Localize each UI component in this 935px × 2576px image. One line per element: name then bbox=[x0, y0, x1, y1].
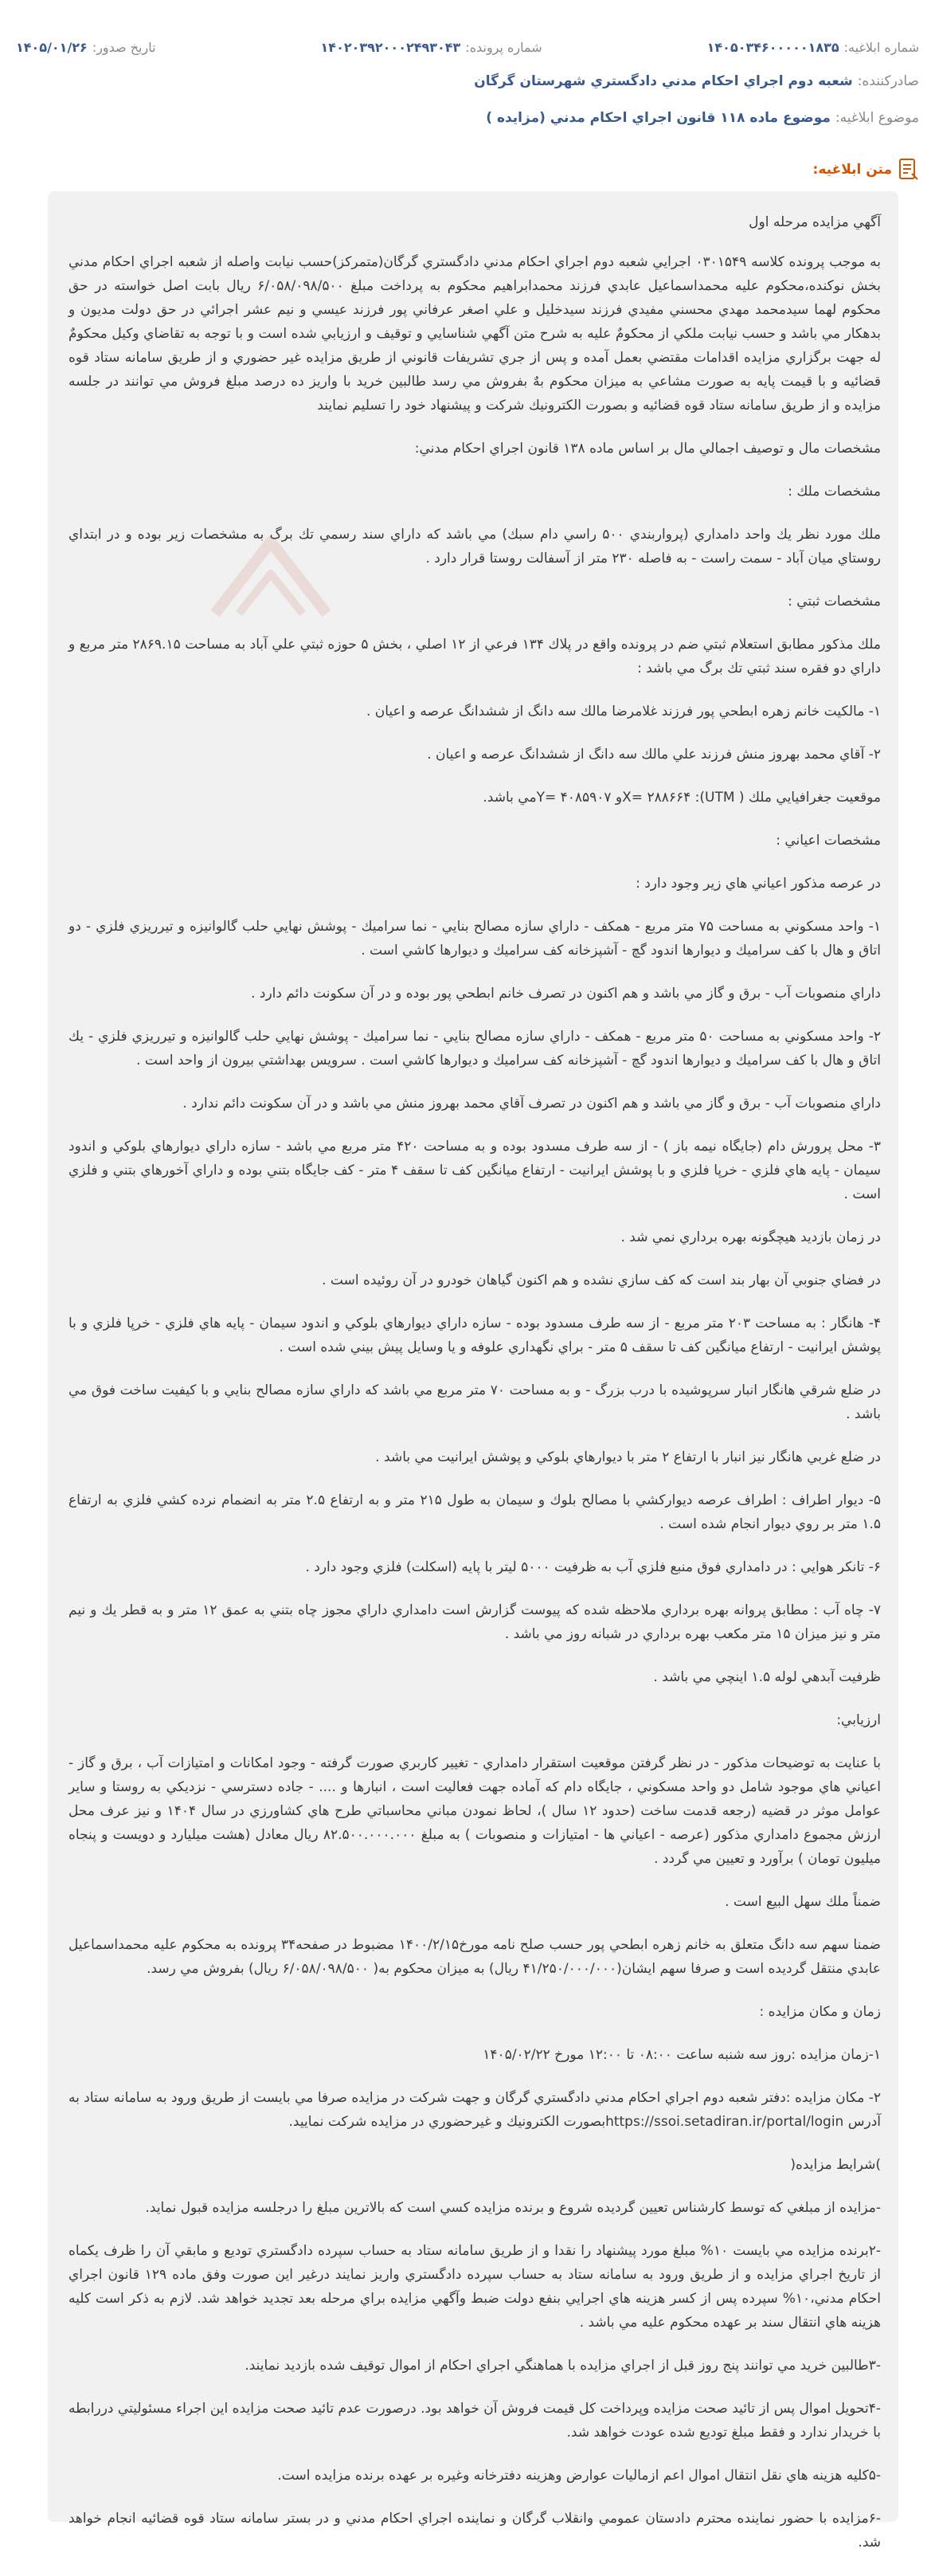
paragraph: ۷- چاه آب : مطابق پروانه بهره برداري ملاحظه شده كه پيوست گزارش است دامداري داراي مجوز چاه بتني به عمق ۱۲ متر و به قطر يك و نيم متر و نيز ميزان ۱۵ متر مكعب بهره برداري در شبانه روز مي باشد . bbox=[68, 1602, 881, 1642]
issuer bbox=[474, 73, 919, 89]
paragraph: در ضلع غربي هانگار نيز انبار با ارتفاع ۲ متر با ديوارهاي بلوكي و پوشش ايرانيت مي باشد . bbox=[375, 1449, 881, 1465]
paragraph: ارزيابي: bbox=[836, 1712, 881, 1728]
case-number-value: ۱۴۰۲۰۳۹۲۰۰۰۲۴۹۳۰۴۳ bbox=[320, 40, 461, 55]
paragraph: -۵كليه هزينه هاي نقل انتقال اموال اعم ازماليات عوارض وهزينه دفترخانه وغيره بر عهده برنده مزايده است. bbox=[277, 2468, 881, 2484]
issuer-value: شعبه دوم اجراي احكام مدني دادگستري شهرستان گرگان bbox=[474, 73, 853, 89]
paragraph: در زمان بازديد هيچگونه بهره برداري نمي شد . bbox=[620, 1229, 881, 1245]
paragraph: زمان و مكان مزايده : bbox=[759, 2004, 881, 2020]
issue-date bbox=[16, 40, 156, 55]
paragraph: مشخصات اعياني : bbox=[776, 833, 881, 849]
paragraph: ضمنا سهم سه دانگ متعلق به خانم زهره ابطحي پور حسب صلح نامه مورخ۱۴۰۰/۲/۱۵ مضبوط در صفحه۳۴ پرونده به محكوم عليه محمداسماعيل عابدي منتقل گرديده است و صرفا سهم ايشان(۴۱/۲۵۰/۰۰۰/۰۰۰ ريال) به ميزان محكوم به( ۶/۰۵۸/۰۹۸/۵۰۰ ريال) بفروش مي رسد. bbox=[68, 1937, 881, 1977]
paragraph: ملك مذكور مطابق استعلام ثبتي ضم در پرونده واقع در پلاك ۱۳۴ فرعي از ۱۲ اصلي ، بخش ۵ حوزه ثبتي علي آباد به مساحت ۲۸۶۹.۱۵ متر مربع و داراي دو فقره سند ثبتي تك برگ مي باشد : bbox=[68, 637, 881, 676]
paragraph-title: آگهي مزايده مرحله اول bbox=[749, 214, 881, 230]
notice-number-value: ۱۴۰۵۰۳۴۶۰۰۰۰۰۱۸۳۵ bbox=[706, 40, 839, 55]
paragraph: داراي منصوبات آب - برق و گاز مي باشد و هم اكنون در تصرف خانم ابطحي پور بوده و در آن سكونت دائم دارد . bbox=[251, 986, 881, 1002]
paragraph: در ضلع شرقي هانگار انبار سرپوشيده با درب بزرگ - و به مساحت ۷۰ متر مربع مي باشد كه داراي سازه مصالح بنايي و با كيفيت ساخت فوق مي باشد . bbox=[68, 1382, 881, 1422]
paragraph: -۶مزايده با حضور نماينده محترم دادستان عمومي وانقلاب گرگان و نماينده اجراي احكام مدني و در بستر سامانه ستاد قوه قضائيه انجام خواهد شد. bbox=[68, 2511, 881, 2551]
paragraph: -۲برنده مزايده مي بايست ۱۰% مبلغ مورد پيشنهاد را نقدا و از طريق سامانه ستاد به حساب سپرده دادگستري توديع و مابقي آن را ظرف يكماه از تاريخ اجراي مزايده و از طريق ورود به سامانه ستاد به حساب سپرده دادگستري واريز نمايند درغير اين صورت وفق ماده ۱۲۹ قانون اجراي احكام مدني،۱۰% سپرده پس از كسر هزينه هاي اجرايي بنفع دولت ضبط وآگهي مزايده براي مرحله بعد تجديد خواهد شد. لازم به ذكر است كليه هزينه هاي انتقال سند بر عهده محكوم عليه مي باشد . bbox=[68, 2243, 882, 2331]
issuer-label: صادرکننده: bbox=[857, 73, 919, 89]
issue-date-label: تاریخ صدور: bbox=[92, 40, 156, 55]
paragraph: مشخصات ملك : bbox=[788, 484, 881, 500]
subject bbox=[486, 110, 919, 126]
meta-row bbox=[16, 40, 919, 55]
notice-number bbox=[707, 40, 919, 55]
paragraph: )شرايط مزايده( bbox=[790, 2157, 881, 2173]
paragraph: ۳- محل پرورش دام (جايگاه نيمه باز ) - از سه طرف مسدود بوده و به مساحت ۴۲۰ متر مربع مي باشد - سازه داراي ديوارهاي بلوكي و اندود سيمان - پايه هاي فلزي - خرپا فلزي و با پوشش ايرانيت - ارتفاع ميانگين كف تا سقف ۴ متر - كف جايگاه بتني بوده و داراي آخورهاي بتني و فلزي است . bbox=[68, 1139, 882, 1202]
case-number bbox=[321, 40, 542, 55]
paragraph: ۴- هانگار : به مساحت ۲۰۳ متر مربع - از سه طرف مسدود بوده - سازه داراي ديوارهاي بلوكي و اندود سيمان - پايه هاي فلزي - خرپا فلزي و با پوشش ايرانيت - ارتفاع ميانگين كف تا سقف ۵ متر - براي نگهداري علوفه و يا وسايل پيش بيني شده است . bbox=[68, 1315, 881, 1355]
paragraph: ۵- ديوار اطراف : اطراف عرصه ديواركشي با مصالح بلوك و سيمان به طول ۲۱۵ متر و به ارتفاع ۲.۵ متر به انضمام نرده كشي فلزي به ارتفاع ۱.۵ متر بر روي ديوار انجام شده است . bbox=[68, 1492, 882, 1532]
notice-text-heading bbox=[813, 158, 919, 182]
paragraph: به موجب پرونده کلاسه ۰۳۰۱۵۴۹ اجرايي شعبه دوم اجراي احكام مدني دادگستري گرگان(متمركز)حسب نيابت واصله از شعبه اجراي احكام مدني بخش نوكنده،محكوم عليه محمداسماعيل عابدي فرزند محمدابراهيم محكوم به پرداخت مبلغ ۶/۰۵۸/۰۹۸/۵۰۰ ريال بابت اصل خواسته در حق محكوم لهما سيدمحمد مهدي محسني مفيدي فرزند سيدخليل و علي اصغر عرفاني پور فرزند عيسي و نيم عشر اجرائي در حق دولت مديون و بدهكار مي باشد و حسب نيابت ملكي از محكومٌ عليه به شرح متن آگهي شناسايي و توقيف و ارزيابي شده است و با توجه به تقاضاي وكيل محكومٌ له جهت برگزاري مزايده اقدامات مقتضي بعمل آمده و پس از جري تشريفات قانوني از طريق مزايده غير حضوري و از طريق سامانه ستاد قوه قضائيه و با قيمت پايه به صورت مشاعي به ميزان محكوم بهٌ بفروش مي رسد طالبين خريد با واريز ده درصد مبلغ فروش مي توانند در جلسه مزايده و از طريق سامانه ستاد قوه قضائيه و بصورت الكترونيك شركت و پيشنهاد خود را تسليم نمايند bbox=[68, 254, 882, 414]
paragraph: -مزايده از مبلغي كه توسط كارشناس تعيين گرديده شروع و برنده مزايده كسي است كه بالاترين مبلغ را درجلسه مزايده قبول نمايد. bbox=[145, 2200, 881, 2216]
notice-body bbox=[48, 191, 898, 2551]
paragraph: ۱-زمان مزايده :روز سه شنبه ساعت ۰۸:۰۰ تا ۱۲:۰۰ مورخ ۱۴۰۵/۰۲/۲۲ bbox=[483, 2047, 881, 2063]
notice-text-title: متن ابلاغیه: bbox=[812, 162, 892, 178]
paragraph: ضمناً ملك سهل البيع است . bbox=[725, 1894, 881, 1910]
issue-date-value: ۱۴۰۵/۰۱/۲۶ bbox=[16, 40, 88, 55]
paragraph: داراي منصوبات آب - برق و گاز مي باشد و هم اكنون در تصرف آقاي محمد بهروز منش مي باشد و در آن سكونت دائم ندارد . bbox=[182, 1096, 881, 1112]
paragraph: ۱- واحد مسكوني به مساحت ۷۵ متر مربع - همكف - داراي سازه مصالح بنايي - نما سراميك - پوشش نهايي حلب گالوانيزه و تيرريزي فلزي - دو اتاق و هال با كف سراميك و ديوارها اندود گچ - آشپزخانه كف سراميك و ديوارها كاشي است . bbox=[68, 919, 882, 959]
notice-header bbox=[0, 0, 935, 151]
paragraph: در فضاي جنوبي آن بهار بند است كه كف سازي نشده و هم اكنون گياهان خودرو در آن روئيده است . bbox=[322, 1272, 881, 1288]
document-icon bbox=[898, 158, 919, 182]
paragraph: موقعيت جغرافيايي ملك ( X= ۲۸۸۶۶۴ :(UTMو ۴۰۸۵۹۰۷ =Yمي باشد. bbox=[483, 790, 881, 806]
paragraph: -۳طالبين خريد مي توانند پنج روز قبل از اجراي مزايده با هماهنگي اجراي احكام از اموال توقيف شده بازديد نمايند. bbox=[245, 2358, 881, 2374]
subject-value: موضوع ماده ۱۱۸ قانون اجراي احكام مدني (مزايده ) bbox=[486, 110, 831, 126]
paragraph: مشخصات ثبتي : bbox=[788, 594, 881, 610]
paragraph: -۴تحويل اموال پس از تائيد صحت مزايده وپرداخت كل قيمت فروش آن خواهد بود. درصورت عدم تائيد صحت مزايده اين اجراء مسئوليتي دررابطه با خريدار ندارد و فقط مبلغ توديع شده عودت خواهد شد. bbox=[68, 2401, 881, 2441]
paragraph: ظرفيت آبدهي لوله ۱.۵ اينچي مي باشد . bbox=[653, 1669, 881, 1685]
paragraph: ۲- مكان مزايده :دفتر شعبه دوم اجراي احكام مدني دادگستري گرگان و جهت شركت در مزايده صرفا مي بايست از طريق ورود به سامانه ستاد به آدرس https://ssoi.setadiran.ir/portal/loginبصورت الكترونيك و غيرحضوري در مزايده شركت نماييد. bbox=[68, 2090, 881, 2130]
paragraph: ۶- تانكر هوايي : در دامداري فوق منبع فلزي آب به ظرفيت ۵۰۰۰ ليتر با پايه (اسكلت) فلزي وجود دارد . bbox=[305, 1559, 881, 1575]
paragraph: ۱- مالكيت خانم زهره ابطحي پور فرزند غلامرضا مالك سه دانگ از ششدانگ عرصه و اعيان . bbox=[366, 704, 881, 719]
paragraph: مشخصات مال و توصيف اجمالي مال بر اساس ماده ۱۳۸ قانون اجراي احكام مدني: bbox=[414, 441, 881, 457]
paragraph: ۲- واحد مسكوني به مساحت ۵۰ متر مربع - همكف - داراي سازه مصالح بنايي - نما سراميك - پوشش نهايي حلب گالوانيزه و تيرريزي فلزي - يك اتاق و هال با كف سراميك و ديوارها اندود گچ - آشپزخانه كف سراميك و ديوارها كاشي است . سرويس بهداشتي بيرون از واحد است . bbox=[68, 1029, 882, 1068]
paragraph: ۲- آقاي محمد بهروز منش فرزند علي مالك سه دانگ از ششدانگ عرصه و اعيان . bbox=[427, 747, 881, 763]
paragraph: ملك مورد نظر يك واحد دامداري (پرواربندي ۵۰۰ راسي دام سبك) مي باشد كه داراي سند رسمي تك برگ به مشخصات زير بوده و در ابتداي روستاي ميان آباد - سمت راست - به فاصله ۲۳۰ متر از آسفالت روستا قرار دارد . bbox=[68, 527, 881, 567]
paragraph: در عرصه مذكور اعياني هاي زير وجود دارد : bbox=[636, 876, 881, 892]
paragraph: با عنايت به توضيحات مذكور - در نظر گرفتن موقعيت استقرار دامداري - تغيير كاربري صورت گرفته - وجود امكانات و امتيازات آب ، برق و گاز - اعياني هاي موجود شامل دو واحد مسكوني ، جايگاه دام كه آماده جهت فعاليت است ، انبارها و .... - جاده دسترسي - نزديكي به روستا و ساير عوامل موثر در قضيه (رجعه قدمت ساخت (حدود ۱۲ سال )، لحاظ نمودن مباني محاسباتي طرح هاي كشاورزي در سال ۱۴۰۴ و نيز عرف محل ارزش مجموع دامداري مذكور (عرصه - اعياني ها - امتيازات و منصوبات ) به مبلغ ۸۲.۵۰۰.۰۰۰.۰۰۰ ريال معادل (هشت ميليارد و دويست و پنجاه ميليون تومان ) برآورد و تعيين مي گردد . bbox=[68, 1755, 881, 1867]
notice-number-label: شماره ابلاغیه: bbox=[843, 40, 919, 55]
case-number-label: شماره پرونده: bbox=[465, 40, 542, 55]
subject-label: موضوع ابلاغیه: bbox=[835, 110, 919, 126]
